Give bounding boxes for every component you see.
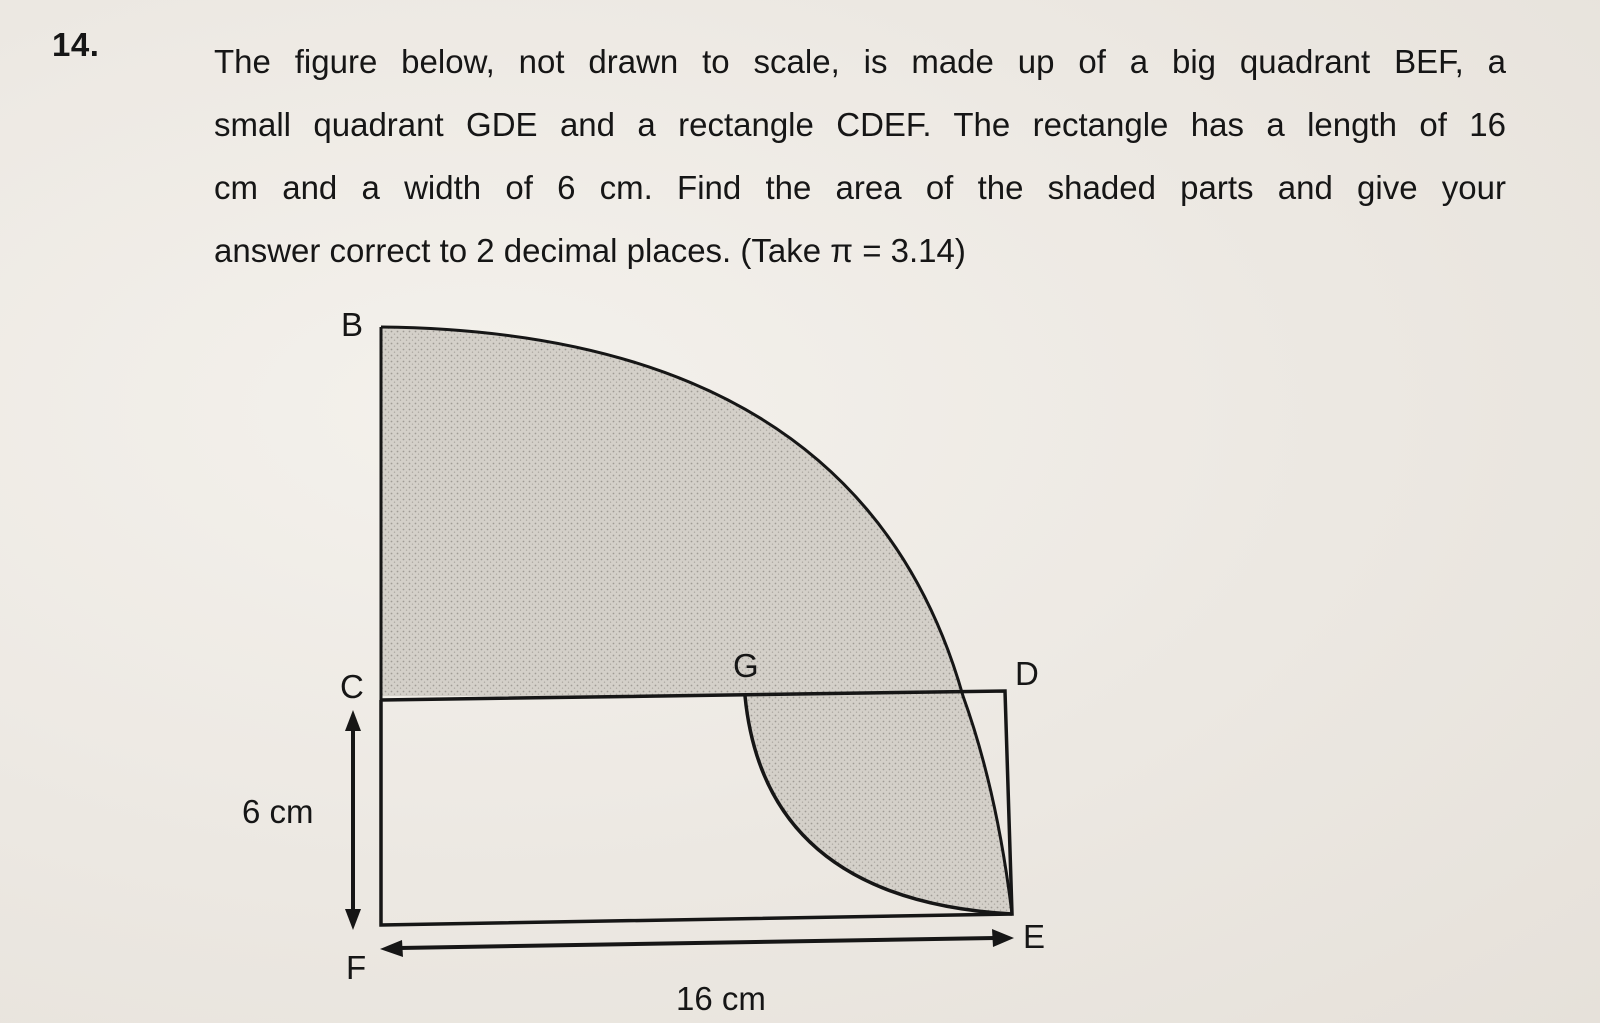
question-line-4: answer correct to 2 decimal places. (Take π = 3.14) — [214, 232, 966, 269]
width-arrow-head-up — [345, 710, 361, 731]
label-E: E — [1023, 918, 1046, 955]
label-B: B — [341, 306, 364, 343]
label-G: G — [733, 647, 759, 684]
label-C: C — [340, 668, 364, 705]
question-line-1: The figure below, not drawn to scale, is made up of a big quadrant BEF, a — [214, 43, 1506, 80]
shaded-region-lens — [745, 696, 1012, 914]
label-D: D — [1015, 655, 1039, 692]
length-arrow-head-right — [992, 929, 1014, 947]
width-dimension-label: 6 cm — [242, 793, 314, 830]
question-number: 14. — [52, 26, 100, 63]
length-arrow-shaft — [400, 938, 995, 948]
shaded-region-upper — [381, 327, 963, 696]
width-arrow-head-down — [345, 909, 361, 930]
question-line-3: cm and a width of 6 cm. Find the area of the shaded parts and give your — [214, 169, 1506, 206]
length-arrow-head-left — [380, 940, 403, 957]
length-dimension-label: 16 cm — [676, 980, 766, 1017]
label-F: F — [346, 949, 367, 986]
question-line-2: small quadrant GDE and a rectangle CDEF. The rectangle has a length of 16 — [214, 106, 1506, 143]
